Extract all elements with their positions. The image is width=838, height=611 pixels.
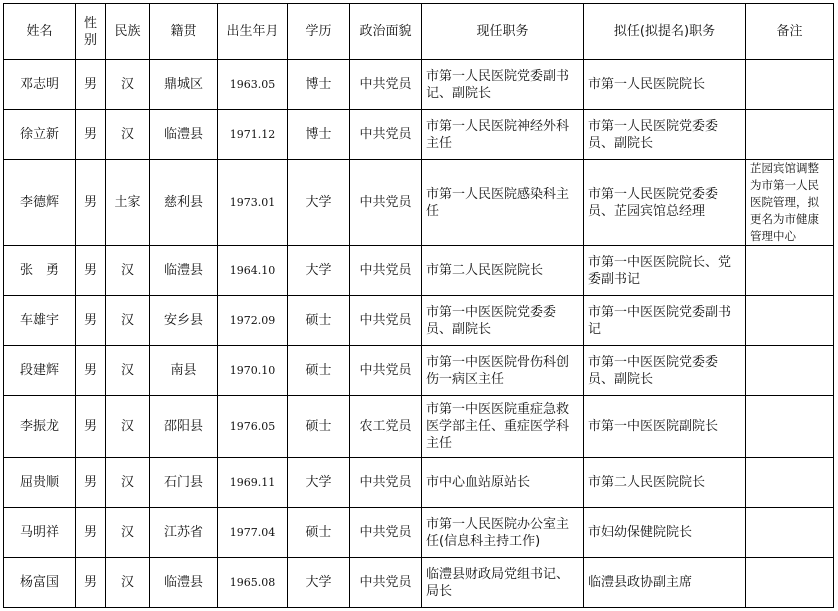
current-post-cell: 市第一人民医院神经外科主任: [422, 110, 584, 160]
ethnicity-cell: 汉: [106, 296, 150, 346]
political-cell: 中共党员: [350, 60, 422, 110]
name-cell: 李振龙: [4, 396, 76, 458]
native-place-cell: 慈利县: [150, 160, 218, 246]
proposed-post-cell: 市第二人民医院院长: [584, 458, 746, 508]
ethnicity-cell: 汉: [106, 558, 150, 608]
education-cell: 硕士: [288, 346, 350, 396]
name-cell: 张 勇: [4, 246, 76, 296]
gender-cell: 男: [76, 508, 106, 558]
proposed-post-cell: 市第一中医医院副院长: [584, 396, 746, 458]
ethnicity-cell: 汉: [106, 508, 150, 558]
native-place-cell: 临澧县: [150, 110, 218, 160]
birth-cell: 1965.08: [218, 558, 288, 608]
remark-cell: [746, 396, 834, 458]
gender-cell: 男: [76, 296, 106, 346]
native-place-cell: 江苏省: [150, 508, 218, 558]
header-current-post: 现任职务: [422, 4, 584, 60]
table-row: [4, 558, 834, 608]
current-post-cell: 市第一中医医院重症急救医学部主任、重症医学科主任: [422, 396, 584, 458]
gender-cell: 男: [76, 60, 106, 110]
gender-cell: 男: [76, 110, 106, 160]
birth-cell: 1976.05: [218, 396, 288, 458]
remark-cell: [746, 246, 834, 296]
header-proposed-post: 拟任(拟提名)职务: [584, 4, 746, 60]
gender-cell: 男: [76, 246, 106, 296]
political-cell: 中共党员: [350, 558, 422, 608]
table-row: [4, 60, 834, 110]
table-row: [4, 160, 834, 246]
birth-cell: 1969.11: [218, 458, 288, 508]
proposed-post-cell: 临澧县政协副主席: [584, 558, 746, 608]
native-place-cell: 石门县: [150, 458, 218, 508]
birth-cell: 1971.12: [218, 110, 288, 160]
political-cell: 农工党员: [350, 396, 422, 458]
proposed-post-cell: 市妇幼保健院院长: [584, 508, 746, 558]
current-post-cell: 市第二人民医院院长: [422, 246, 584, 296]
political-cell: 中共党员: [350, 296, 422, 346]
current-post-cell: 市第一中医医院骨伤科创伤一病区主任: [422, 346, 584, 396]
remark-cell: 芷园宾馆调整为市第一人民医院管理，拟更名为市健康管理中心: [746, 160, 834, 246]
education-cell: 大学: [288, 458, 350, 508]
table-row: [4, 396, 834, 458]
education-cell: 博士: [288, 60, 350, 110]
birth-cell: 1973.01: [218, 160, 288, 246]
remark-cell: [746, 346, 834, 396]
header-political: 政治面貌: [350, 4, 422, 60]
political-cell: 中共党员: [350, 458, 422, 508]
native-place-cell: 邵阳县: [150, 396, 218, 458]
education-cell: 大学: [288, 160, 350, 246]
table-row: [4, 346, 834, 396]
current-post-cell: 市第一人民医院办公室主任(信息科主持工作): [422, 508, 584, 558]
education-cell: 大学: [288, 558, 350, 608]
name-cell: 屈贵顺: [4, 458, 76, 508]
header-row: [4, 4, 834, 60]
proposed-post-cell: 市第一人民医院党委委员、芷园宾馆总经理: [584, 160, 746, 246]
birth-cell: 1964.10: [218, 246, 288, 296]
header-ethnicity: 民族: [106, 4, 150, 60]
name-cell: 段建辉: [4, 346, 76, 396]
political-cell: 中共党员: [350, 246, 422, 296]
proposed-post-cell: 市第一人民医院院长: [584, 60, 746, 110]
remark-cell: [746, 558, 834, 608]
cadre-roster-table: [3, 3, 834, 608]
current-post-cell: 市第一中医医院党委委员、副院长: [422, 296, 584, 346]
education-cell: 硕士: [288, 396, 350, 458]
native-place-cell: 临澧县: [150, 246, 218, 296]
native-place-cell: 鼎城区: [150, 60, 218, 110]
gender-cell: 男: [76, 396, 106, 458]
ethnicity-cell: 汉: [106, 60, 150, 110]
gender-cell: 男: [76, 160, 106, 246]
proposed-post-cell: 市第一中医医院党委委员、副院长: [584, 346, 746, 396]
header-native-place: 籍贯: [150, 4, 218, 60]
gender-cell: 男: [76, 346, 106, 396]
ethnicity-cell: 汉: [106, 458, 150, 508]
table-row: [4, 110, 834, 160]
name-cell: 徐立新: [4, 110, 76, 160]
current-post-cell: 市第一人民医院党委副书记、副院长: [422, 60, 584, 110]
name-cell: 车雄宇: [4, 296, 76, 346]
political-cell: 中共党员: [350, 508, 422, 558]
remark-cell: [746, 508, 834, 558]
birth-cell: 1972.09: [218, 296, 288, 346]
table-row: [4, 508, 834, 558]
education-cell: 硕士: [288, 296, 350, 346]
ethnicity-cell: 汉: [106, 110, 150, 160]
name-cell: 马明祥: [4, 508, 76, 558]
name-cell: 李德辉: [4, 160, 76, 246]
remark-cell: [746, 60, 834, 110]
header-remark: 备注: [746, 4, 834, 60]
name-cell: 邓志明: [4, 60, 76, 110]
table-row: [4, 246, 834, 296]
table-row: [4, 296, 834, 346]
proposed-post-cell: 市第一人民医院党委委员、副院长: [584, 110, 746, 160]
birth-cell: 1970.10: [218, 346, 288, 396]
table-body: [4, 60, 834, 608]
native-place-cell: 安乡县: [150, 296, 218, 346]
birth-cell: 1977.04: [218, 508, 288, 558]
ethnicity-cell: 土家: [106, 160, 150, 246]
gender-cell: 男: [76, 558, 106, 608]
gender-cell: 男: [76, 458, 106, 508]
table-row: [4, 458, 834, 508]
political-cell: 中共党员: [350, 160, 422, 246]
current-post-cell: 市第一人民医院感染科主任: [422, 160, 584, 246]
native-place-cell: 南县: [150, 346, 218, 396]
ethnicity-cell: 汉: [106, 346, 150, 396]
proposed-post-cell: 市第一中医医院院长、党委副书记: [584, 246, 746, 296]
current-post-cell: 临澧县财政局党组书记、局长: [422, 558, 584, 608]
remark-cell: [746, 458, 834, 508]
education-cell: 博士: [288, 110, 350, 160]
political-cell: 中共党员: [350, 110, 422, 160]
native-place-cell: 临澧县: [150, 558, 218, 608]
political-cell: 中共党员: [350, 346, 422, 396]
education-cell: 大学: [288, 246, 350, 296]
birth-cell: 1963.05: [218, 60, 288, 110]
name-cell: 杨富国: [4, 558, 76, 608]
header-birth: 出生年月: [218, 4, 288, 60]
remark-cell: [746, 110, 834, 160]
remark-cell: [746, 296, 834, 346]
ethnicity-cell: 汉: [106, 246, 150, 296]
proposed-post-cell: 市第一中医医院党委副书记: [584, 296, 746, 346]
current-post-cell: 市中心血站原站长: [422, 458, 584, 508]
header-gender: 性别: [76, 4, 106, 60]
header-name: 姓名: [4, 4, 76, 60]
ethnicity-cell: 汉: [106, 396, 150, 458]
education-cell: 硕士: [288, 508, 350, 558]
header-education: 学历: [288, 4, 350, 60]
